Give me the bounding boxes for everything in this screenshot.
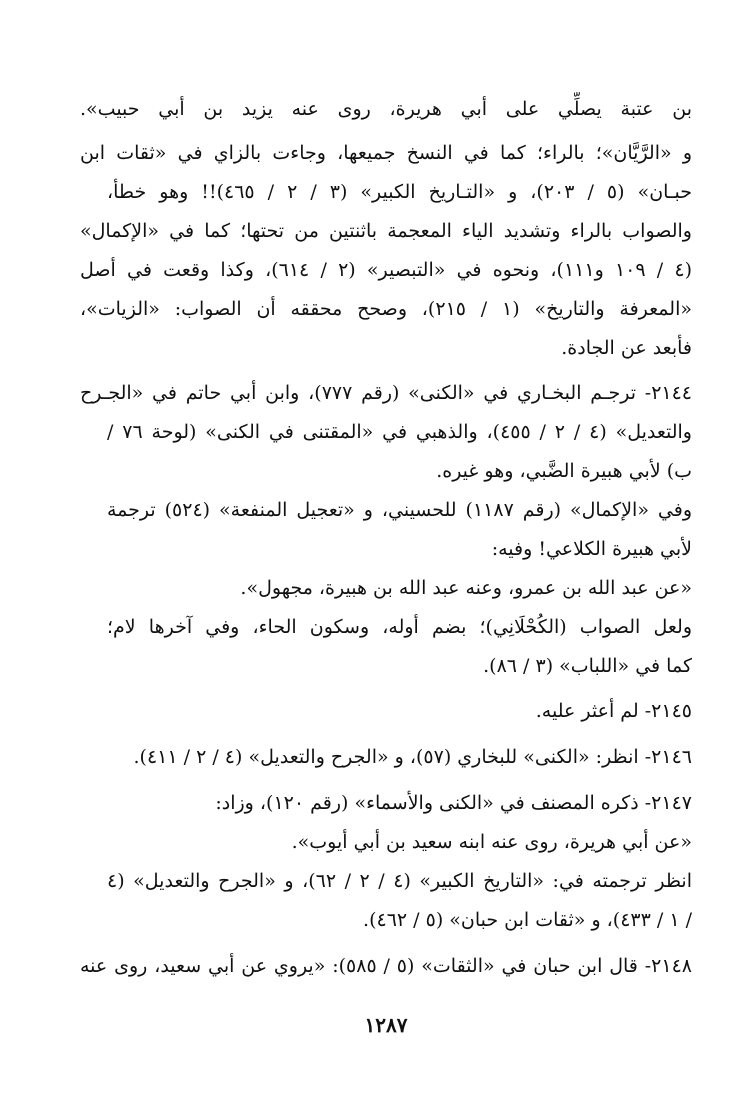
document-page (80, 0, 692, 1103)
footnote-2144: ٢١٤٤- ترجـم البخـاري في «الكنى» (رقم ٧٧٧)، وابن أبي حاتم في «الجـرح (80, 382, 692, 404)
footnote-2146: ٢١٤٦- انظر: «الكنى» للبخاري (٥٧)، و «الجرح والتعديل» (٤ / ٢ / ٤١١). (133, 746, 692, 768)
text-line: كما في «اللباب» (٣ / ٨٦). (483, 655, 692, 677)
text-line: وفي «الإكمال» (رقم ١١٨٧) للحسيني، و «تعجيل المنفعة» (٥٢٤) ترجمة (107, 499, 692, 521)
text-line: «المعرفة والتاريخ» (١ / ٢١٥)، وصحح محققه أن الصواب: «الزيات»، (80, 298, 692, 320)
page-number: ١٢٨٧ (364, 1013, 408, 1037)
footnote-2147: ٢١٤٧- ذكره المصنف في «الكنى والأسماء» (رقم ١٢٠)، وزاد: (215, 792, 692, 814)
footnote-2145: ٢١٤٥- لم أعثر عليه. (535, 700, 692, 722)
text-line: والتعديل» (٤ / ٢ / ٤٥٥)، والذهبي في «المقتنى في الكنى» (لوحة ٧٦ / (107, 421, 692, 443)
text-line: حبـان» (٥ / ٢٠٣)، و «التـاريخ الكبير» (٣ / ٢ / ٤٦٥)!! وهو خطأ، (107, 181, 692, 203)
text-line: (٤ / ١٠٩ و١١١)، ونحوه في «التبصير» (٢ / ٦١٤)، وكذا وقعت في أصل (80, 259, 692, 281)
text-line: بن عتبة يصلِّي على أبي هريرة، روى عنه يزيد بن أبي حبيب». (80, 98, 692, 120)
text-line: و «الرَّيَّان»؛ بالراء؛ كما في النسخ جميعها، وجاءت بالزاي في «ثقات ابن (80, 142, 692, 164)
quote-line: «عن أبي هريرة، روى عنه ابنه سعيد بن أبي أيوب». (291, 831, 692, 853)
text-line: والصواب بالراء وتشديد الياء المعجمة باثنتين من تحتها؛ كما في «الإكمال» (80, 220, 692, 242)
text-line: / ١ / ٤٣٣)، و «ثقات ابن حبان» (٥ / ٤٦٢). (363, 909, 692, 931)
text-line: لأبي هبيرة الكلاعي! وفيه: (491, 538, 692, 560)
text-line: فأبعد عن الجادة. (561, 337, 692, 359)
footnote-2148: ٢١٤٨- قال ابن حبان في «الثقات» (٥ / ٥٨٥): «يروي عن أبي سعيد، روى عنه (80, 955, 692, 977)
text-line: انظر ترجمته في: «التاريخ الكبير» (٤ / ٢ / ٦٢)، و «الجرح والتعديل» (٤ (107, 870, 692, 892)
text-line: ب) لأبي هبيرة الضَّبي، وهو غيره. (436, 460, 692, 482)
quote-line: «عن عبد الله بن عمرو، وعنه عبد الله بن هبيرة، مجهول». (240, 577, 692, 599)
text-line: ولعل الصواب (الكُحْلَانِي)؛ بضم أوله، وسكون الحاء، وفي آخرها لام؛ (107, 616, 692, 638)
